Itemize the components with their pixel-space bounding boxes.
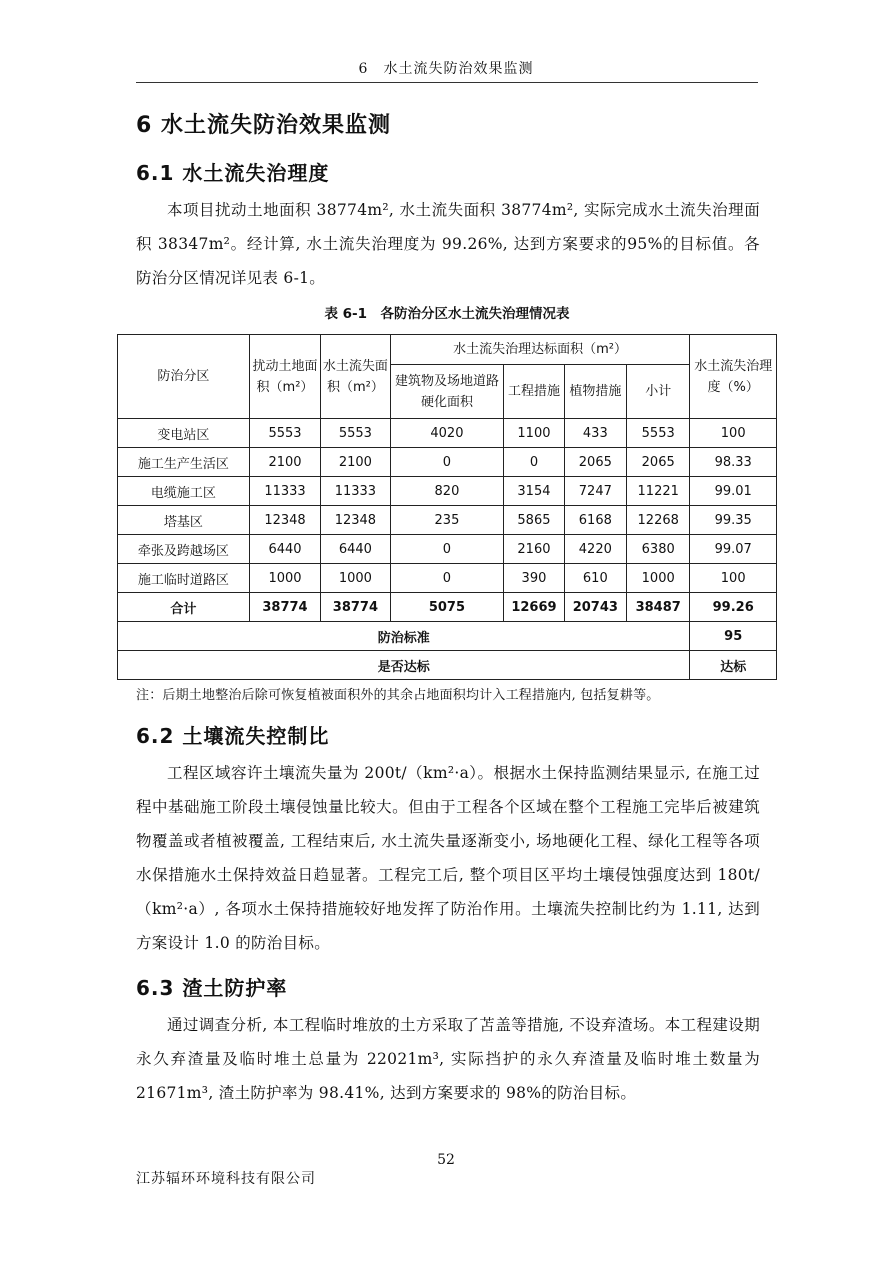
cell-zone: 施工生产生活区	[118, 448, 250, 477]
total-cell-degree: 99.26	[690, 593, 777, 622]
section-6-3-paragraph: 通过调查分析, 本工程临时堆放的土方采取了苫盖等措施, 不设弃渣场。本工程建设期永久弃渣量及临时堆土总量为 22021m³, 实际挡护的永久弃渣量及临时堆土数量为 21671m³, 渣土防护率为 98.41%, 达到方案要求的 98%的防治目标。	[136, 1016, 760, 1102]
section-6-2-paragraph: 工程区域容许土壤流失量为 200t/（km²·a）。根据水土保持监测结果显示, 在施工过程中基础施工阶段土壤侵蚀量比较大。但由于工程各个区域在整个工程施工完毕后被建筑物覆盖或者植被覆盖, 工程结束后, 水土流失量逐渐变小, 场地硬化工程、绿化工程等各项水保措施水土保持效益日趋显著。工程完工后, 整个项目区平均土壤侵蚀强度达到 180t/（km²·a）, 各项水土保持措施较好地发挥了防治作用。土壤流失控制比约为 1.11, 达到方案设计 1.0 的防治目标。	[136, 764, 760, 952]
header-subtotal: 小计	[627, 365, 690, 419]
total-cell-vegetation: 20743	[564, 593, 626, 622]
cell-subtotal: 6380	[627, 535, 690, 564]
cell-loss: 6440	[321, 535, 390, 564]
cell-loss: 1000	[321, 564, 390, 593]
company-name: 江苏辐环环境科技有限公司	[136, 1171, 316, 1187]
table-row	[118, 448, 777, 477]
header-rule	[136, 82, 758, 83]
section-6-1-title: 6.1 水土流失治理度	[136, 161, 330, 185]
table-row	[118, 564, 777, 593]
cell-building: 0	[390, 564, 504, 593]
cell-degree: 98.33	[690, 448, 777, 477]
total-cell-engineering: 12669	[504, 593, 564, 622]
cell-zone: 塔基区	[118, 506, 250, 535]
table-row	[118, 506, 777, 535]
cell-degree: 99.35	[690, 506, 777, 535]
total-cell-subtotal: 38487	[627, 593, 690, 622]
total-cell-loss: 38774	[321, 593, 390, 622]
header-loss-area: 水土流失面积（m²）	[321, 335, 390, 419]
cell-zone: 施工临时道路区	[118, 564, 250, 593]
standard-label: 防治标准	[118, 622, 690, 651]
cell-degree: 100	[690, 564, 777, 593]
cell-disturbed: 12348	[249, 506, 320, 535]
cell-engineering: 5865	[504, 506, 564, 535]
cell-vegetation: 433	[564, 419, 626, 448]
cell-engineering: 1100	[504, 419, 564, 448]
page-number: 52	[437, 1152, 455, 1168]
table-total-row	[118, 593, 777, 622]
cell-subtotal: 1000	[627, 564, 690, 593]
running-header: 6 水土流失防治效果监测	[358, 61, 534, 77]
header-treatment-degree: 水土流失治理度（%）	[690, 335, 777, 419]
cell-disturbed: 1000	[249, 564, 320, 593]
cell-building: 820	[390, 477, 504, 506]
reached-row	[118, 651, 777, 680]
cell-building: 4020	[390, 419, 504, 448]
cell-building: 235	[390, 506, 504, 535]
table-note: 注：后期土地整治后除可恢复植被面积外的其余占地面积均计入工程措施内, 包括复耕等。	[136, 688, 660, 703]
cell-disturbed: 11333	[249, 477, 320, 506]
cell-subtotal: 11221	[627, 477, 690, 506]
total-cell-zone: 合计	[118, 593, 250, 622]
cell-zone: 电缆施工区	[118, 477, 250, 506]
header-vegetation: 植物措施	[564, 365, 626, 419]
cell-engineering: 390	[504, 564, 564, 593]
cell-engineering: 2160	[504, 535, 564, 564]
standard-row	[118, 622, 777, 651]
cell-degree: 99.01	[690, 477, 777, 506]
table-row	[118, 535, 777, 564]
cell-engineering: 0	[504, 448, 564, 477]
cell-building: 0	[390, 535, 504, 564]
cell-subtotal: 2065	[627, 448, 690, 477]
header-engineering: 工程措施	[504, 365, 564, 419]
table-row	[118, 419, 777, 448]
header-zone: 防治分区	[118, 335, 250, 419]
total-cell-disturbed: 38774	[249, 593, 320, 622]
header-treated-area-group: 水土流失治理达标面积（m²）	[390, 335, 690, 365]
cell-disturbed: 2100	[249, 448, 320, 477]
cell-zone: 变电站区	[118, 419, 250, 448]
cell-vegetation: 2065	[564, 448, 626, 477]
cell-building: 0	[390, 448, 504, 477]
standard-value: 95	[690, 622, 777, 651]
section-6-1-paragraph: 本项目扰动土地面积 38774m², 水土流失面积 38774m², 实际完成水土流失治理面积 38347m²。经计算, 水土流失治理度为 99.26%, 达到方案要求的95%的目标值。各防治分区情况详见表 6-1。	[136, 201, 760, 287]
cell-vegetation: 7247	[564, 477, 626, 506]
table-row	[118, 477, 777, 506]
cell-subtotal: 12268	[627, 506, 690, 535]
section-6-title: 6 水土流失防治效果监测	[136, 113, 391, 138]
cell-disturbed: 5553	[249, 419, 320, 448]
cell-zone: 牵张及跨越场区	[118, 535, 250, 564]
cell-vegetation: 4220	[564, 535, 626, 564]
cell-degree: 100	[690, 419, 777, 448]
cell-vegetation: 610	[564, 564, 626, 593]
cell-loss: 11333	[321, 477, 390, 506]
header-disturbed-area: 扰动土地面积（m²）	[249, 335, 320, 419]
control-zone-table	[117, 334, 777, 680]
cell-vegetation: 6168	[564, 506, 626, 535]
total-cell-building: 5075	[390, 593, 504, 622]
cell-loss: 2100	[321, 448, 390, 477]
cell-loss: 5553	[321, 419, 390, 448]
table-caption: 表 6-1 各防治分区水土流失治理情况表	[324, 306, 570, 322]
header-building-area: 建筑物及场地道路硬化面积	[390, 365, 504, 419]
cell-engineering: 3154	[504, 477, 564, 506]
reached-label: 是否达标	[118, 651, 690, 680]
section-6-3-title: 6.3 渣土防护率	[136, 976, 288, 1000]
cell-loss: 12348	[321, 506, 390, 535]
cell-degree: 99.07	[690, 535, 777, 564]
cell-disturbed: 6440	[249, 535, 320, 564]
reached-value: 达标	[690, 651, 777, 680]
cell-subtotal: 5553	[627, 419, 690, 448]
section-6-2-title: 6.2 土壤流失控制比	[136, 724, 330, 748]
